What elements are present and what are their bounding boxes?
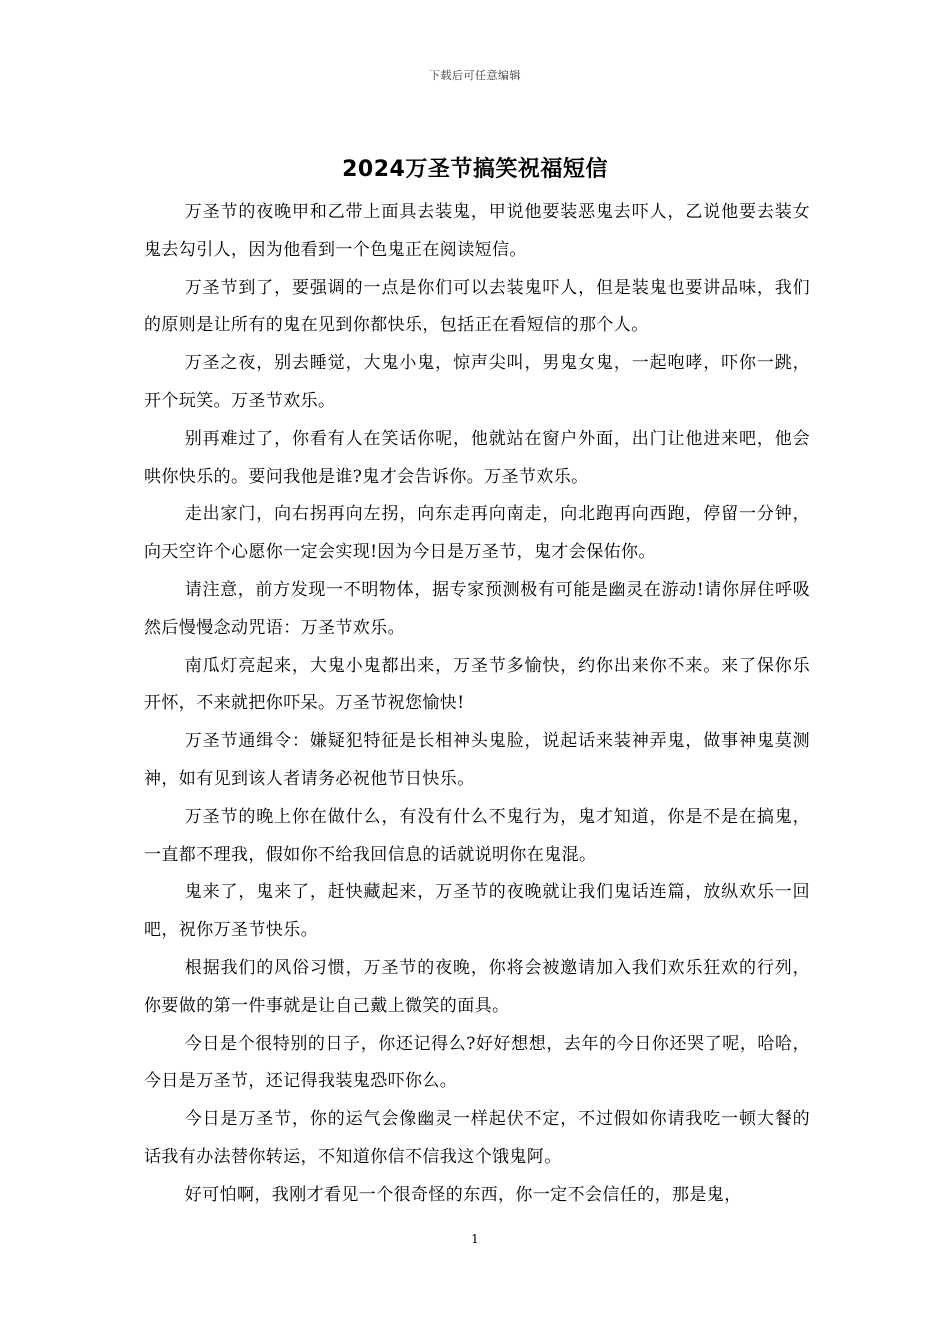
paragraph: 鬼来了，鬼来了，赶快藏起来，万圣节的夜晚就让我们鬼话连篇，放纵欢乐一回吧，祝你万圣节快乐。 <box>144 882 810 941</box>
paragraph: 别再难过了，你看有人在笑话你呢，他就站在窗户外面，出门让他进来吧，他会哄你快乐的。要问我他是谁?鬼才会告诉你。万圣节欢乐。 <box>144 428 810 487</box>
paragraph: 今日是个很特别的日子，你还记得么?好好想想，去年的今日你还哭了呢，哈哈，今日是万圣节，还记得我装鬼恐吓你么。 <box>144 1033 810 1092</box>
paragraph: 请注意，前方发现一不明物体，据专家预测极有可能是幽灵在游动!请你屏住呼吸然后慢慢念动咒语：万圣节欢乐。 <box>144 579 810 638</box>
paragraph: 好可怕啊，我刚才看见一个很奇怪的东西，你一定不会信任的，那是鬼， <box>184 1184 742 1205</box>
paragraph: 万圣之夜，别去睡觉，大鬼小鬼，惊声尖叫，男鬼女鬼，一起咆哮，吓你一跳，开个玩笑。万圣节欢乐。 <box>144 353 810 411</box>
paragraph: 万圣节到了，要强调的一点是你们可以去装鬼吓人，但是装鬼也要讲品味，我们的原则是让所有的鬼在见到你都快乐，包括正在看短信的那个人。 <box>144 277 810 336</box>
document-body <box>144 194 810 1215</box>
paragraph: 根据我们的风俗习惯，万圣节的夜晚，你将会被邀请加入我们欢乐狂欢的行列，你要做的第一件事就是让自己戴上微笑的面具。 <box>144 957 810 1016</box>
paragraph: 万圣节的夜晚甲和乙带上面具去装鬼，甲说他要装恶鬼去吓人，乙说他要去装女鬼去勾引人，因为他看到一个色鬼正在阅读短信。 <box>144 202 810 260</box>
paragraph: 走出家门，向右拐再向左拐，向东走再向南走，向北跑再向西跑，停留一分钟，向天空许个心愿你一定会实现!因为今日是万圣节，鬼才会保佑你。 <box>144 504 810 563</box>
paragraph: 万圣节通缉令：嫌疑犯特征是长相神头鬼脸，说起话来装神弄鬼，做事神鬼莫测神，如有见到该人者请务必祝他节日快乐。 <box>144 731 810 789</box>
paragraph: 南瓜灯亮起来，大鬼小鬼都出来，万圣节多愉快，约你出来你不来。来了保你乐开怀，不来就把你吓呆。万圣节祝您愉快! <box>144 655 810 714</box>
paragraph: 万圣节的晚上你在做什么，有没有什么不鬼行为，鬼才知道，你是不是在搞鬼，一直都不理我，假如你不给我回信息的话就说明你在鬼混。 <box>144 806 810 865</box>
document-title: 2024万圣节搞笑祝福短信 <box>342 157 608 182</box>
header-note: 下载后可任意编辑 <box>429 69 521 82</box>
paragraph: 今日是万圣节，你的运气会像幽灵一样起伏不定，不过假如你请我吃一顿大餐的话我有办法替你转运，不知道你信不信我这个饿鬼阿。 <box>144 1109 810 1167</box>
page-number: 1 <box>471 1232 479 1246</box>
